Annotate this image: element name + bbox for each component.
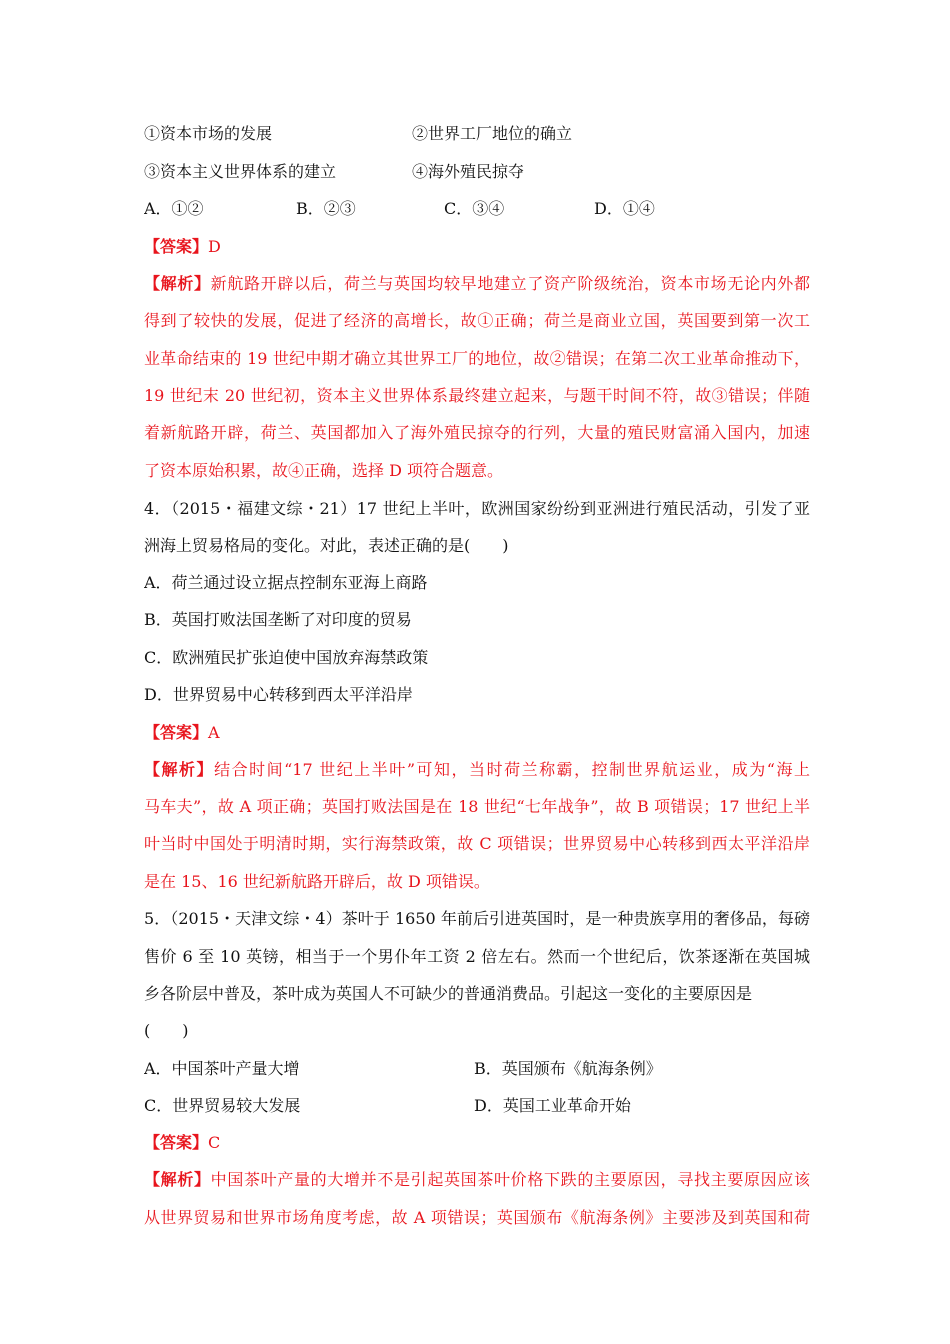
q5-answer-value: C xyxy=(208,1133,221,1152)
q3-analysis-text-1: 新航路开辟以后，荷兰与英国均较早地建立了资产阶级统治，资本市场无论内外都 xyxy=(210,274,810,293)
q4-answer-tag: 【答案】 xyxy=(144,723,209,742)
q3-analysis-tag: 【解析】 xyxy=(144,274,211,293)
q3-item-3: ③资本主义世界体系的建立 xyxy=(144,162,337,181)
q4-answer xyxy=(144,714,810,751)
q3-option-b: B．②③ xyxy=(296,199,356,218)
q5-analysis-line-1 xyxy=(144,1161,810,1198)
q4-answer-value: A xyxy=(208,723,220,742)
q3-analysis-line-2: 得到了较快的发展，促进了经济的高增长，故①正确；荷兰是商业立国，英国要到第一次工 xyxy=(144,311,810,330)
q3-analysis-line-5: 着新航路开辟，荷兰、英国都加入了海外殖民掠夺的行列，大量的殖民财富涌入国内，加速 xyxy=(144,423,810,442)
q3-items-row-2 xyxy=(144,153,810,190)
q4-stem-line-2: 洲海上贸易格局的变化。对此，表述正确的是( ) xyxy=(144,536,509,555)
q3-item-1: ①资本市场的发展 xyxy=(144,124,273,143)
q5-option-b: B．英国颁布《航海条例》 xyxy=(474,1059,662,1078)
q5-stem-line-4: ( ) xyxy=(144,1021,189,1040)
q3-answer xyxy=(144,228,810,265)
q4-analysis-line-4: 是在 15、16 世纪新航路开辟后，故 D 项错误。 xyxy=(144,872,490,891)
q3-item-4: ④海外殖民掠夺 xyxy=(412,162,525,181)
q3-answer-value: D xyxy=(208,237,221,256)
q4-analysis-line-3: 叶当时中国处于明清时期，实行海禁政策，故 C 项错误；世界贸易中心转移到西太平洋沿岸 xyxy=(144,834,810,853)
q3-item-2: ②世界工厂地位的确立 xyxy=(412,124,573,143)
q3-analysis-line-3: 业革命结束的 19 世纪中期才确立其世界工厂的地位，故②错误；在第二次工业革命推动下， xyxy=(144,349,810,368)
q3-option-a: A．①② xyxy=(144,199,204,218)
q3-analysis-line-1 xyxy=(144,265,810,302)
q5-options-row-2 xyxy=(144,1087,810,1124)
q4-analysis-tag: 【解析】 xyxy=(144,760,215,779)
q5-answer-tag: 【答案】 xyxy=(144,1133,209,1152)
q5-stem-line-2: 售价 6 至 10 英镑，相当于一个男仆年工资 2 倍左右。然而一个世纪后，饮茶逐渐在英国城 xyxy=(144,947,810,966)
q5-options-row-1 xyxy=(144,1050,810,1087)
q3-items-row-1 xyxy=(144,115,810,152)
q4-analysis-line-2: 马车夫”，故 A 项正确；英国打败法国是在 18 世纪“七年战争”，故 B 项错误；17 世纪上半 xyxy=(144,797,810,816)
q5-answer xyxy=(144,1124,810,1161)
q4-option-d: D．世界贸易中心转移到西太平洋沿岸 xyxy=(144,685,413,704)
q4-analysis-text-1: 结合时间“17 世纪上半叶”可知，当时荷兰称霸，控制世界航运业，成为“海上 xyxy=(214,760,810,779)
q3-option-c: C．③④ xyxy=(444,199,505,218)
q4-option-b: B．英国打败法国垄断了对印度的贸易 xyxy=(144,610,412,629)
q3-options-row xyxy=(144,190,810,227)
q5-option-a: A．中国茶叶产量大增 xyxy=(144,1059,300,1078)
q5-stem-line-3: 乡各阶层中普及，茶叶成为英国人不可缺少的普通消费品。引起这一变化的主要原因是 xyxy=(144,984,753,1003)
q4-option-a: A．荷兰通过设立据点控制东亚海上商路 xyxy=(144,573,428,592)
q5-analysis-line-2: 从世界贸易和世界市场角度考虑，故 A 项错误；英国颁布《航海条例》主要涉及到英国和荷 xyxy=(144,1208,810,1227)
q3-answer-tag: 【答案】 xyxy=(144,237,209,256)
q5-option-d: D．英国工业革命开始 xyxy=(474,1096,631,1115)
q5-option-c: C．世界贸易较大发展 xyxy=(144,1096,301,1115)
q3-analysis-line-4: 19 世纪末 20 世纪初，资本主义世界体系最终建立起来，与题干时间不符，故③错误；伴随 xyxy=(144,386,810,405)
q4-option-c: C．欧洲殖民扩张迫使中国放弃海禁政策 xyxy=(144,648,429,667)
q5-analysis-tag: 【解析】 xyxy=(144,1170,211,1189)
q3-analysis-line-6: 了资本原始积累，故④正确，选择 D 项符合题意。 xyxy=(144,461,504,480)
q3-option-d: D．①④ xyxy=(594,199,655,218)
q5-stem-line-1: 5．（2015・天津文综・4）茶叶于 1650 年前后引进英国时，是一种贵族享用的奢侈品，每磅 xyxy=(144,909,810,928)
q5-analysis-text-1: 中国茶叶产量的大增并不是引起英国茶叶价格下跌的主要原因，寻找主要原因应该 xyxy=(210,1170,810,1189)
q4-stem-line-1: 4．（2015・福建文综・21）17 世纪上半叶，欧洲国家纷纷到亚洲进行殖民活动，引发了亚 xyxy=(144,499,810,518)
q4-analysis-line-1 xyxy=(144,751,810,788)
